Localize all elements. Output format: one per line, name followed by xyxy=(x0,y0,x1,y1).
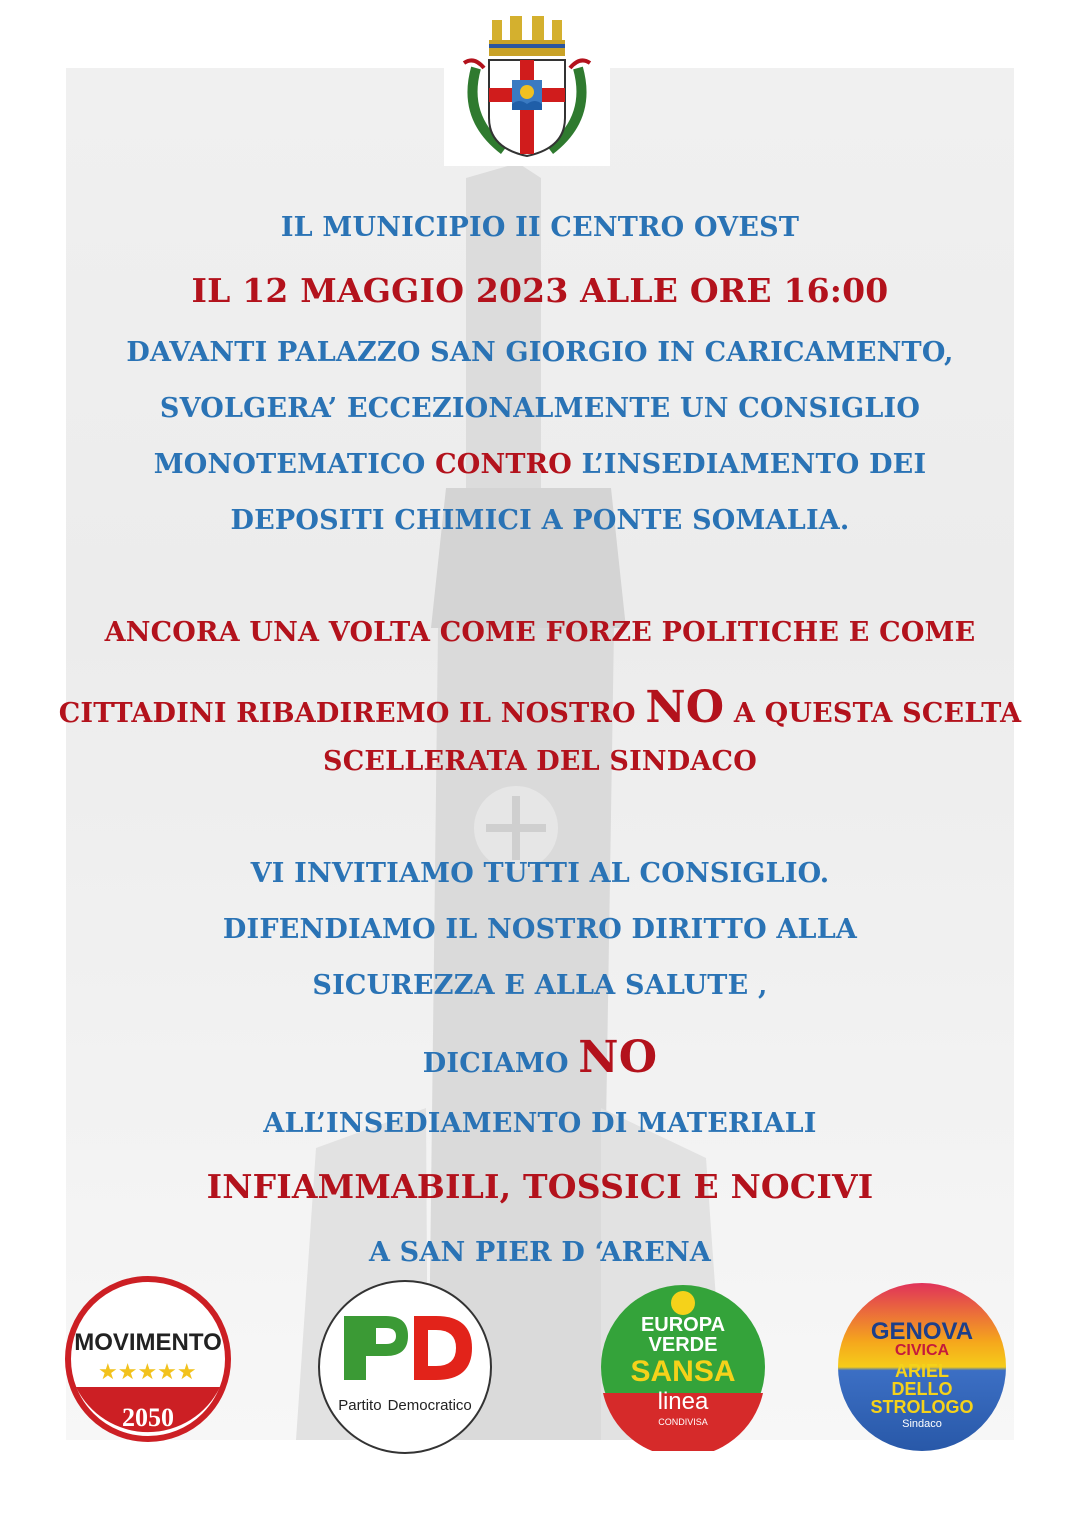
paragraph1-line2: SVOLGERA’ ECCEZIONALMENTE UN CONSIGLIO xyxy=(159,393,921,424)
paragraph3-line3: SICUREZZA E ALLA SALUTE , xyxy=(312,970,768,1001)
avs-condivisa: CONDIVISA xyxy=(658,1417,708,1427)
paragraph2-line1: ANCORA UNA VOLTA COME FORZE POLITICHE E COME xyxy=(104,617,976,648)
avs-verde: VERDE xyxy=(648,1334,718,1356)
text-segment: CITTADINI RIBADIREMO IL NOSTRO xyxy=(58,698,646,729)
svg-text:★★★★★: ★★★★★ xyxy=(98,1360,197,1385)
civica-word: CIVICA xyxy=(894,1342,950,1359)
paragraph1-line3 xyxy=(0,449,1080,480)
europa-verde-logo xyxy=(594,1283,772,1451)
paragraph3-line6: INFIAMMABILI, TOSSICI E NOCIVI xyxy=(206,1167,874,1206)
avs-sansa: SANSA xyxy=(630,1355,736,1388)
pd-name-b: Democratico xyxy=(387,1397,472,1414)
paragraph3-line4 xyxy=(0,1032,1080,1083)
paragraph3-line5: ALL’INSEDIAMENTO DI MATERIALI xyxy=(263,1108,817,1139)
sindaco-word: Sindaco xyxy=(902,1418,942,1430)
text-segment: DICIAMO xyxy=(422,1048,579,1079)
text-segment: MONOTEMATICO xyxy=(153,449,436,480)
dello-word: DELLO xyxy=(891,1379,953,1399)
avs-europa: EUROPA xyxy=(640,1314,726,1336)
municipal-crest xyxy=(444,8,610,166)
ariel-word: ARIEL xyxy=(895,1361,949,1381)
pd-name-a: Partito xyxy=(338,1397,382,1414)
header-line: IL MUNICIPIO II CENTRO OVEST xyxy=(280,212,800,243)
paragraph1-line1: DAVANTI PALAZZO SAN GIORGIO IN CARICAMENTO, xyxy=(126,337,954,368)
movimento-logo xyxy=(64,1275,232,1445)
movimento-year: 2050 xyxy=(122,1403,174,1432)
paragraph2-line3: SCELLERATA DEL SINDACO xyxy=(323,746,757,777)
paragraph1-line4: DEPOSITI CHIMICI A PONTE SOMALIA. xyxy=(230,505,850,536)
contro-word: CONTRO xyxy=(435,449,573,480)
no-word: NO xyxy=(645,682,725,733)
pd-logo xyxy=(316,1278,494,1456)
no-word: NO xyxy=(578,1032,658,1083)
party-logos xyxy=(0,1275,1080,1455)
avs-linea: linea xyxy=(657,1388,709,1415)
paragraph3-line1: VI INVITIAMO TUTTI AL CONSIGLIO. xyxy=(250,858,830,889)
date-line: IL 12 MAGGIO 2023 ALLE ORE 16:00 xyxy=(191,271,889,310)
text-segment: A QUESTA SCELTA xyxy=(724,698,1022,729)
paragraph2-line2 xyxy=(0,682,1080,733)
paragraph3-line7: A SAN PIER D ‘ARENA xyxy=(368,1237,712,1268)
strologo-word: STROLOGO xyxy=(870,1397,974,1417)
genova-word: GENOVA xyxy=(870,1318,974,1345)
genova-civica-logo xyxy=(834,1281,1010,1453)
paragraph3-line2: DIFENDIAMO IL NOSTRO DIRITTO ALLA xyxy=(222,914,858,945)
text-segment: L’INSEDIAMENTO DEI xyxy=(572,449,927,480)
svg-text:PartitoDemocratico xyxy=(338,1397,472,1414)
movimento-word: MOVIMENTO xyxy=(74,1329,222,1356)
